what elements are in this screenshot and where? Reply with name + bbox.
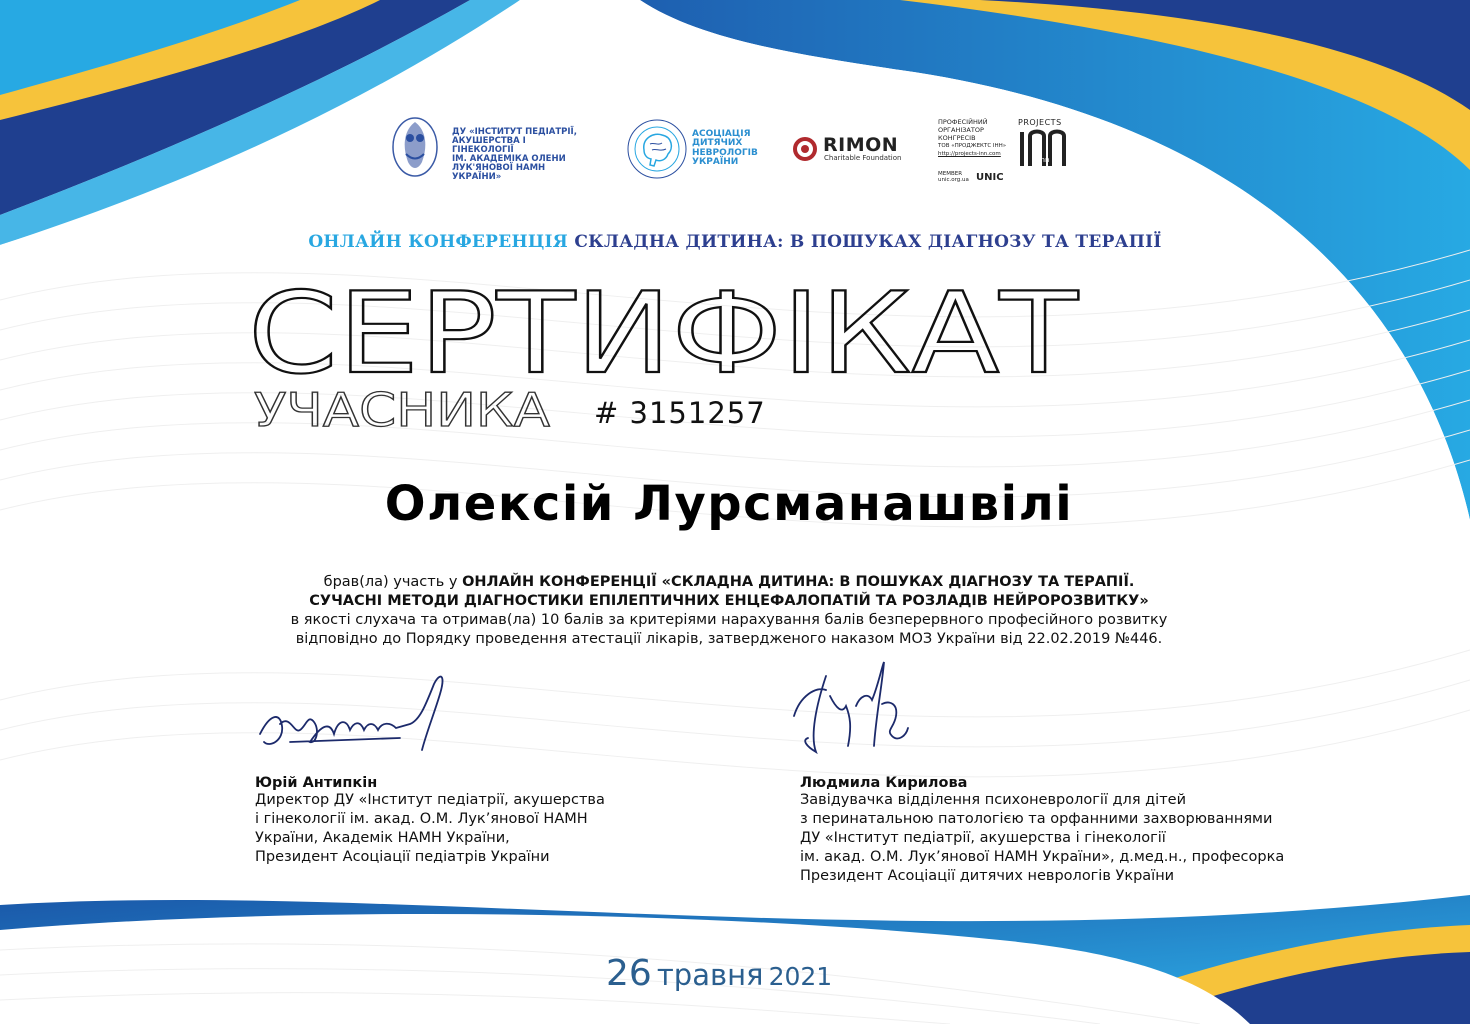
body-line-4: відповідно до Порядку проведення атестації лікарів, затвердженого наказом МОЗ України від 22.02.2019 №446. bbox=[295, 631, 1163, 647]
signatory-1-title-line: Директор ДУ «Інститут педіатрії, акушерства bbox=[255, 792, 605, 808]
signatory-2-title-line: ім. акад. О.М. Лук’янової НАМН України», д.мед.н., професорка bbox=[800, 849, 1285, 865]
unic-label: UNIC bbox=[976, 172, 1004, 183]
inn-logo-icon bbox=[1018, 128, 1070, 170]
signatory-2-title-line: Завідувачка відділення психоневрології для дітей bbox=[800, 792, 1186, 808]
issue-date bbox=[606, 953, 832, 994]
certificate-body bbox=[0, 573, 1458, 649]
member-label: MEMBER bbox=[938, 171, 963, 177]
inn-logo-text: inn bbox=[1038, 156, 1050, 164]
body-line-1-plain: брав(ла) участь у bbox=[323, 574, 463, 590]
institute-logo-line: ДУ «ІНСТИТУТ ПЕДІАТРІЇ, bbox=[452, 127, 577, 137]
signatory-2-title-line: ДУ «Інститут педіатрії, акушерства і гінекології bbox=[800, 830, 1166, 846]
institute-emblem-icon bbox=[390, 116, 440, 178]
signatory-1-name: Юрій Антипкін bbox=[255, 775, 378, 791]
institute-logo-line: ІМ. АКАДЕМІКА ОЛЕНИ bbox=[452, 153, 566, 164]
participant-name: Олексій Лурсманашвілі bbox=[384, 476, 1074, 532]
projects-logo-line: КОНГРЕСІВ bbox=[938, 134, 976, 142]
projects-word: PROJECTS bbox=[1018, 118, 1062, 127]
signatory-2-name: Людмила Кирилова bbox=[800, 775, 968, 791]
certificate-subtitle-svg bbox=[254, 384, 554, 434]
date-year: 2021 bbox=[768, 962, 833, 991]
date-month: травня bbox=[656, 958, 764, 992]
projects-logo-line: ОРГАНІЗАТОР bbox=[938, 126, 984, 134]
projects-logo bbox=[938, 118, 1078, 188]
institute-logo-line: АКУШЕРСТВА І ГІНЕКОЛОГІЇ bbox=[452, 135, 526, 155]
conference-label: ОНЛАЙН КОНФЕРЕНЦІЯ bbox=[308, 232, 569, 252]
institute-logo-line: ЛУК'ЯНОВОЇ НАМН УКРАЇНИ» bbox=[452, 162, 546, 182]
member-sub: unic.org.ua bbox=[938, 177, 969, 183]
conference-heading bbox=[0, 232, 1470, 252]
certificate-title-svg bbox=[248, 268, 1088, 383]
date-day: 26 bbox=[606, 953, 652, 994]
body-line-3: в якості слухача та отримав(ла) 10 балів за критеріями нарахування балів безперервного професійного розвитку bbox=[290, 612, 1168, 628]
rimon-name: RIMON bbox=[823, 134, 899, 156]
projects-url: http://projects-inn.com bbox=[938, 151, 1001, 157]
association-logo-line: АСОЦІАЦІЯ bbox=[692, 129, 751, 139]
association-logo-line: УКРАЇНИ bbox=[692, 157, 739, 168]
body-line-2-bold: СУЧАСНІ МЕТОДИ ДІАГНОСТИКИ ЕПІЛЕПТИЧНИХ ЕНЦЕФАЛОПАТІЙ ТА РОЗЛАДІВ НЕЙРОРОЗВИТКУ» bbox=[309, 593, 1149, 609]
signatory-1-title-line: України, Академік НАМН України, bbox=[255, 830, 510, 846]
projects-logo-line: ПРОФЕСІЙНИЙ bbox=[938, 118, 988, 126]
certificate-title: СЕРТИФІКАТ bbox=[248, 269, 1079, 383]
certificate-number: # 3151257 bbox=[594, 396, 766, 430]
rimon-logo bbox=[792, 134, 902, 164]
signature-kyrylova bbox=[786, 656, 926, 766]
body-line-1-bold: ОНЛАЙН КОНФЕРЕНЦІЇ «СКЛАДНА ДИТИНА: В ПОШУКАХ ДІАГНОЗУ ТА ТЕРАПІЇ. bbox=[462, 574, 1135, 590]
signatory-2-title-line: Президент Асоціації дитячих неврологів України bbox=[800, 868, 1175, 884]
signature-antypkin bbox=[250, 664, 460, 764]
rimon-ring-icon bbox=[792, 136, 818, 162]
signatory-1-title-line: Президент Асоціації педіатрів України bbox=[255, 849, 550, 865]
signatory-2 bbox=[800, 775, 1284, 886]
association-logo-line: НЕВРОЛОГІВ bbox=[692, 147, 758, 158]
rimon-subtitle: Charitable Foundation bbox=[824, 154, 902, 162]
signatory-2-title-line: з перинатальною патологією та орфанними захворюваннями bbox=[800, 811, 1273, 827]
institute-logo bbox=[390, 116, 590, 182]
association-logo-line: ДИТЯЧИХ bbox=[692, 138, 743, 149]
projects-logo-line: ТОВ «ПРОДЖЕКТС ІНН» bbox=[938, 143, 1007, 149]
conference-title: СКЛАДНА ДИТИНА: В ПОШУКАХ ДІАГНОЗУ ТА ТЕРАПІЇ bbox=[574, 232, 1162, 252]
signatory-1 bbox=[255, 775, 605, 867]
certificate-subtitle: УЧАСНИКА bbox=[254, 384, 551, 434]
brain-emblem-icon bbox=[626, 118, 688, 180]
signatory-1-title-line: і гінекології ім. акад. О.М. Лук’янової НАМН bbox=[255, 811, 588, 827]
association-logo bbox=[626, 118, 756, 184]
